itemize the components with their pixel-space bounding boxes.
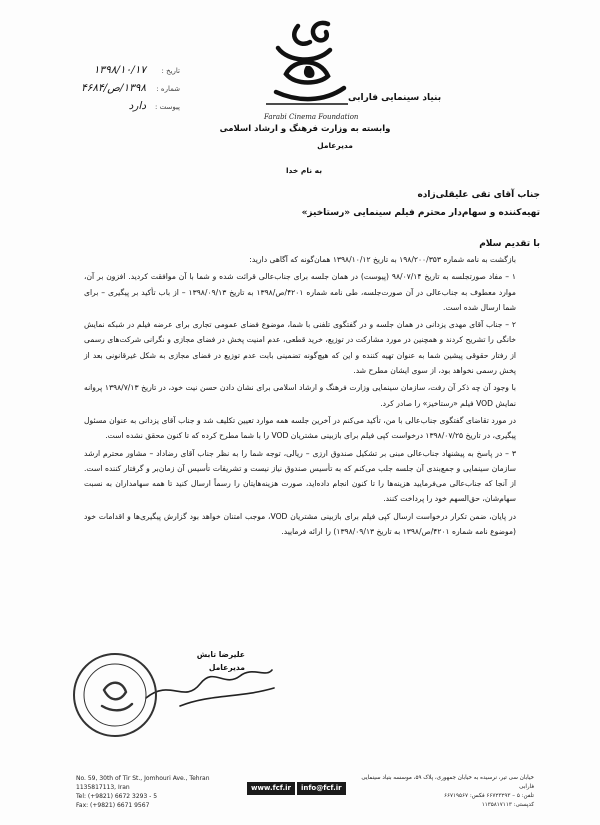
footer-email: info@fcf.ir xyxy=(297,782,346,795)
attachment-label: پیوست : xyxy=(155,103,180,111)
date-label: تاریخ : xyxy=(161,67,180,75)
footer-address-fa: خیابان سی تیر، نرسیده به خیابان جمهوری، پلاک ۵۹، موسسه بنیاد سینمایی فارابی xyxy=(361,775,534,790)
addressee xyxy=(60,190,540,226)
footer-phone-en: Tel: (+9821) 6672 3293 - 5 xyxy=(76,793,158,800)
farabi-logo-icon xyxy=(258,18,442,110)
attachment-row xyxy=(60,100,180,118)
body-paragraph-1: ۱ – مفاد صورتجلسه به تاریخ ۹۸/۰۷/۱۴ (پیوست) در همان جلسه برای جناب‌عالی قرائت شده و شما با آن موافقت کردید. افزون بر آن، موارد معطوف به جناب‌عالی در آن صورت‌جلسه، طی نامه شماره ۴۲۰۱/ص/۱۳۹۸ به تاریخ ۱۳۹۸/۰۹/۱۳ – از باب تأکید بر پیگیری – برای شما ارسال شده است. xyxy=(84,272,516,312)
footer-postal-fa: کدپستی: ۱۱۳۵۸۱۷۱۱۳ xyxy=(481,802,534,808)
sender-title: مدیرعامل xyxy=(317,141,353,150)
body-paragraph-4: در مورد تقاضای گفتگوی جناب‌عالی با من، تأکید می‌کنم در آخرین جلسه همه موارد تعیین تکلیف شد و جناب آقای یزدانی به عنوان مسئول پیگیری، در تاریخ ۱۳۹۸/۰۷/۲۵ درخواست کپی فیلم برای بازبینی مشتریان VOD را با شما مطرح کرده که تا کنون محقق نشده است. xyxy=(84,415,516,441)
footer-website: www.fcf.ir xyxy=(247,782,295,795)
number-row xyxy=(60,82,180,100)
addressee-name: جناب آقای تقی علیقلی‌زاده xyxy=(417,190,540,200)
handwritten-signature-icon xyxy=(140,648,280,718)
date-value: ۱۳۹۸/۱۰/۱۷ xyxy=(93,64,146,76)
footer-phone-fa: تلفن: ۵ – ۶۶۷۲۳۲۹۳ فکس: ۶۶۷۱۹۵۶۷ xyxy=(444,793,534,799)
svg-text:بنیاد سینمایی فارابی: بنیاد سینمایی فارابی xyxy=(348,93,442,103)
addressee-title: تهیه‌کننده و سهام‌دار محترم فیلم سینمایی «رستاخیز» xyxy=(301,208,540,218)
greeting: با تقدیم سلام xyxy=(479,239,540,249)
invocation: به نام خدا xyxy=(285,166,323,175)
affiliation: وابسته به وزارت فرهنگ و ارشاد اسلامی xyxy=(219,124,391,134)
footer-address-en: No. 59, 30th of Tir St., Jomhouri Ave., Tehran 1135817113, Iran xyxy=(76,775,210,791)
footer-english-contact xyxy=(76,774,246,810)
number-label: شماره : xyxy=(156,85,180,93)
footer-fax-en: Fax: (+9821) 6671 9567 xyxy=(76,802,150,809)
date-row xyxy=(60,64,180,82)
body-paragraph-2: ۲ – جناب آقای مهدی یزدانی در همان جلسه و در گفتگوی تلفنی با شما، موضوع فضای عمومی تجاری برای عرضه فیلم در شبکه نمایش خانگی را تشریح کردند و همچنین در مورد مشارکت در توزیع، خرید قطعی، عدم امنیت پخش در فضای مجازی و نگرانی شرکت‌های رسمی از رفتار حقوقی پیشین شما به عنوان تهیه کننده و این که هیچ‌گونه تضمینی بابت عدم توزیع در فضای مجازی به شکل غیرقانونی بعد از پخش رسمی نخواهد بود، از سوی ایشان مطرح شد. xyxy=(84,320,516,376)
body-paragraph-5: ۳ – در پاسخ به پیشنهاد جناب‌عالی مبنی بر تشکیل صندوق ارزی – ریالی، توجه شما را به نظر جناب آقای رضاداد – مشاور محترم ارشد سازمان سینمایی و جمع‌بندی آن جلسه جلب می‌کنم که به تأسیس صندوق نیاز نیست و تشریفات تأسیس آن زمان‌بر و گرفتار کننده است. از آنجا که جناب‌عالی می‌فرمایید هزینه‌ها را تا کنون انجام داده‌اید، صورت هزینه‌هایتان را رسماً ارسال کنید تا همه سهامداران به نسبت سهام‌شان، حق‌السهم خود را پرداخت کنند. xyxy=(84,448,516,504)
signer-name: علیرضا تابش xyxy=(196,650,245,659)
attachment-value: دارد xyxy=(128,100,146,112)
letter-meta xyxy=(60,64,180,118)
footer-persian-contact xyxy=(354,774,534,810)
official-seal-icon xyxy=(70,650,160,740)
number-value: ۱۳۹۸/ص/۴۶۸۴ xyxy=(81,82,146,94)
letter-body xyxy=(84,252,516,541)
signer-title: مدیرعامل xyxy=(208,663,245,672)
body-paragraph-3: با وجود آن چه ذکر آن رفت، سازمان سینمایی وزارت فرهنگ و ارشاد اسلامی برای نشان دادن حسن نیت خود، در تاریخ ۱۳۹۸/۷/۱۳ پروانه نمایش VOD فیلم «رستاخیز» را صادر کرد. xyxy=(84,383,516,408)
body-intro: بازگشت به نامه شماره ۱۹۸/۲۰۰/۳۵۳ به تاریخ ۱۳۹۸/۱۰/۱۲ همان‌گونه که آگاهی دارید: xyxy=(249,255,516,264)
body-paragraph-6: در پایان، ضمن تکرار درخواست ارسال کپی فیلم برای بازبینی مشتریان VOD، موجب امتنان خواهد بود گزارش پیگیری‌ها و اقدامات خود (موضوع نامه شماره ۴۲۰۱/ص/۱۳۹۸ به تاریخ ۱۳۹۸/۰۹/۱۳) را ارائه فرمایید. xyxy=(84,511,516,537)
letter-footer xyxy=(0,774,600,809)
org-name-latin: Farabi Cinema Foundation xyxy=(264,113,359,121)
